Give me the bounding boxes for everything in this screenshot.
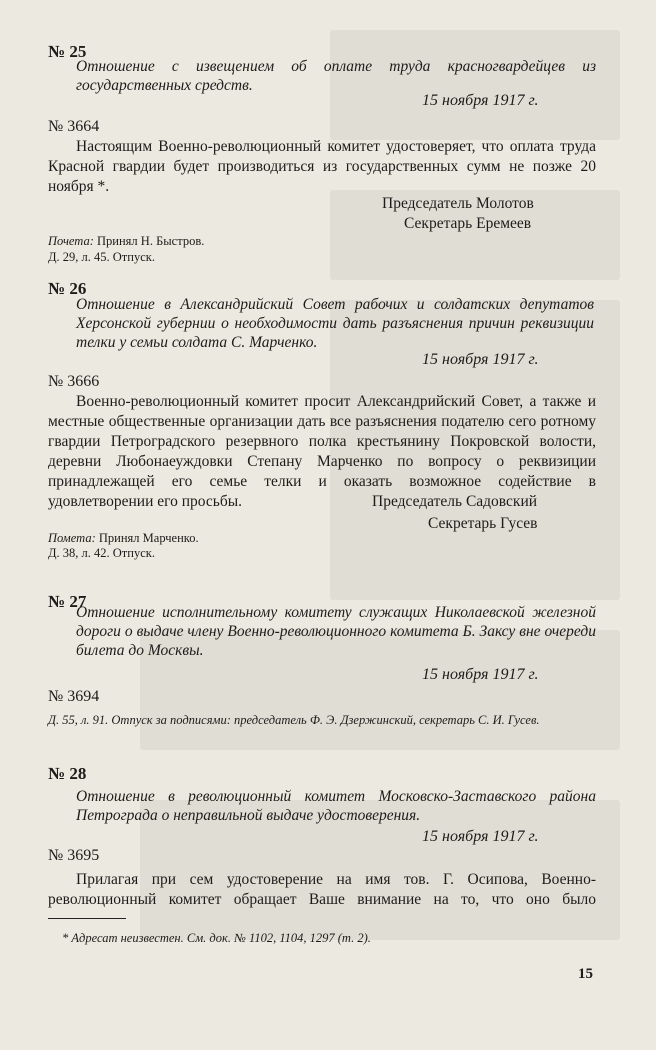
document-date: 15 ноября 1917 г.	[422, 828, 539, 845]
outgoing-ref-number: № 3666	[48, 373, 100, 390]
page-number: 15	[578, 966, 593, 982]
signature-secretary: Секретарь Еремеев	[404, 215, 532, 232]
document-date: 15 ноября 1917 г.	[422, 351, 539, 368]
note-text: Принял Н. Быстров.	[97, 234, 205, 248]
outgoing-ref-number: № 3664	[48, 118, 100, 135]
signature-secretary: Секретарь Гусев	[428, 515, 538, 532]
note-label: Почета:	[48, 234, 94, 248]
document-title: Отношение исполнительному комитету служащих Николаевской железной дороги о выдаче члену Военно-революционного комитета Б. Заксу вне очереди билета до Москвы.	[76, 604, 596, 659]
document-date: 15 ноября 1917 г.	[422, 666, 539, 683]
note-text: Принял Марченко.	[98, 531, 199, 545]
document-title: Отношение с извещением об оплате труда красногвардейцев из государственных средств.	[76, 58, 596, 94]
document-body: Прилагая при сем удостоверение на имя тов. Г. Осипова, Военно-революционный комитет обращает Ваше внимание на то, что оно было	[48, 871, 596, 908]
footnote-rule	[48, 918, 126, 919]
footnote: * Адресат неизвестен. См. док. № 1102, 1104, 1297 (т. 2).	[62, 931, 371, 945]
document-body: Настоящим Военно-революционный комитет удостоверяет, что оплата труда Красной гвардии будет производиться из государственных сумм не позже 20 ноября *.	[48, 138, 596, 195]
document-note	[48, 530, 199, 546]
document-title: Отношение в революционный комитет Московско-Заставского района Петрограда о неправильной выдаче удостоверения.	[76, 788, 596, 824]
outgoing-ref-number: № 3695	[48, 847, 100, 864]
document-title: Отношение в Александрийский Совет рабочих и солдатских депутатов Херсонской губернии о необходимости дать разъяснения причин реквизиции телки у семьи солдата С. Марченко.	[76, 296, 594, 351]
archive-reference: Д. 38, л. 42. Отпуск.	[48, 546, 155, 560]
document-number: № 26	[48, 279, 87, 298]
note-label: Помета:	[48, 531, 96, 545]
outgoing-ref-number: № 3694	[48, 688, 100, 705]
archive-reference: Д. 55, л. 91. Отпуск за подписями: председатель Ф. Э. Дзержинский, секретарь С. И. Гусев.	[48, 713, 540, 727]
document-date: 15 ноября 1917 г.	[422, 92, 539, 109]
archive-reference: Д. 29, л. 45. Отпуск.	[48, 250, 155, 264]
signature-chairman: Председатель Молотов	[382, 195, 534, 212]
document-number: № 28	[48, 764, 87, 783]
document-note	[48, 233, 204, 249]
document-body: Военно-революционный комитет просит Александрийский Совет, а также и местные общественные организации дать все разъяснения подателю сего ротному гвардии Петроградского резервного полка крестьянину Покровской волости, деревни Любонаеуждовки Степану Марченко по вопросу о реквизиции принадлежащей его семье телки и оказать возможное содействие в удовлетворении его просьбы.	[48, 393, 596, 510]
document-number: № 25	[48, 42, 87, 61]
signature-chairman: Председатель Садовский	[372, 493, 538, 510]
document-number: № 27	[48, 592, 87, 611]
